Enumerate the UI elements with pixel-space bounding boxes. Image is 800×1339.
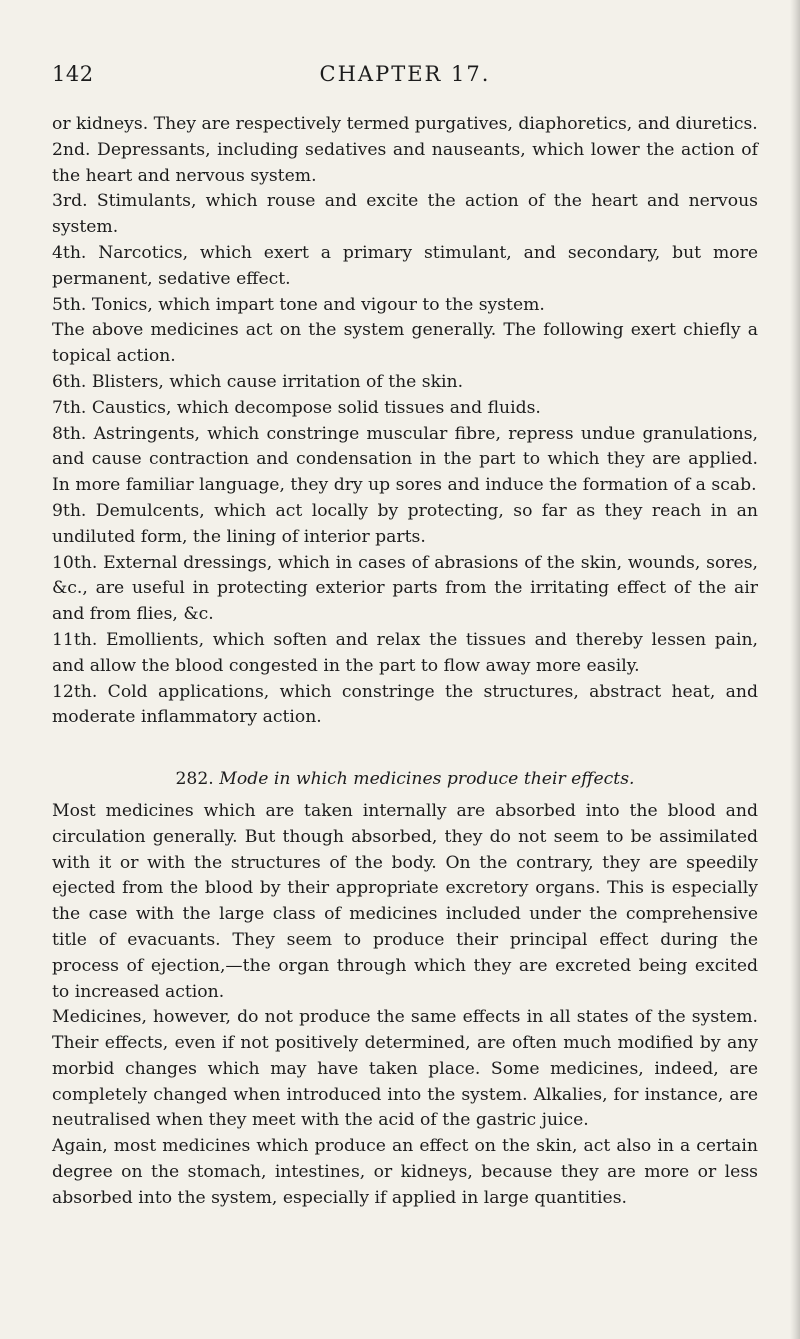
list-item: 12th. Cold applications, which constringe the structures, abstract heat, and moderate inflammatory action. xyxy=(52,681,758,728)
list-item: 2nd. Depressants, including sedatives and nauseants, which lower the action of the heart and nervous system. xyxy=(52,139,758,186)
paragraph: or kidneys. They are respectively termed purgatives, diaphoretics, and diuretics. xyxy=(52,114,758,134)
list-item: 7th. Caustics, which decompose solid tissues and fluids. xyxy=(52,397,541,418)
list-item: 11th. Emollients, which soften and relax the tissues and thereby lessen pain, and allow the blood congested in the part to flow away more easily. xyxy=(52,629,758,676)
paragraph: Medicines, however, do not produce the same effects in all states of the system. Their effects, even if not positively determined, are often much modified by any morbid changes which may have taken place. Some medicines, indeed, are completely changed when introduced into the system. Alkalies, for instance, are neutralised when they meet with the acid of the gastric juice. xyxy=(52,1007,758,1131)
section-title: Mode in which medicines produce their effects. xyxy=(219,769,635,790)
running-head: CHAPTER 17. xyxy=(319,62,491,86)
list-item: 5th. Tonics, which impart tone and vigour to the system. xyxy=(52,294,545,315)
section-heading xyxy=(52,767,758,793)
paragraph: Again, most medicines which produce an effect on the skin, act also in a certain degree on the stomach, intestines, or kidneys, because they are more or less absorbed into the system, especially if applied in large quantities. xyxy=(52,1136,758,1208)
paragraph: The above medicines act on the system generally. The following exert chiefly a topical action. xyxy=(52,320,758,367)
page-edge-shadow xyxy=(790,0,800,1339)
section-number: 282. xyxy=(175,769,214,790)
page-number: 142 xyxy=(52,62,94,86)
list-item: 4th. Narcotics, which exert a primary stimulant, and secondary, but more permanent, sedative effect. xyxy=(52,242,758,289)
list-item: 3rd. Stimulants, which rouse and excite the action of the heart and nervous system. xyxy=(52,191,758,238)
paragraph: Most medicines which are taken internally are absorbed into the blood and circulation generally. But though absorbed, they do not seem to be assimilated with it or with the structures of the body. On the contrary, they are speedily ejected from the blood by their appropriate excretory organs. This is especially the case with the large class of medicines included under the comprehensive title of evacuants. They seem to produce their principal effect during the process of ejection,—the organ through which they are excreted being excited to increased action. xyxy=(52,800,758,1002)
page-header xyxy=(52,62,758,92)
list-item: 10th. External dressings, which in cases of abrasions of the skin, wounds, sores, &c., are useful in protecting exterior parts from the irritating effect of the air and from flies, &c. xyxy=(52,552,758,625)
list-item: 6th. Blisters, which cause irritation of the skin. xyxy=(52,371,464,392)
list-item: 8th. Astringents, which constringe muscular fibre, repress undue granulations, and cause contraction and condensation in the part to which they are applied. In more familiar language, they dry up sores and induce the formation of a scab. xyxy=(52,423,758,496)
page-body xyxy=(52,112,758,1212)
list-item: 9th. Demulcents, which act locally by protecting, so far as they reach in an undiluted form, the lining of interior parts. xyxy=(52,500,758,547)
